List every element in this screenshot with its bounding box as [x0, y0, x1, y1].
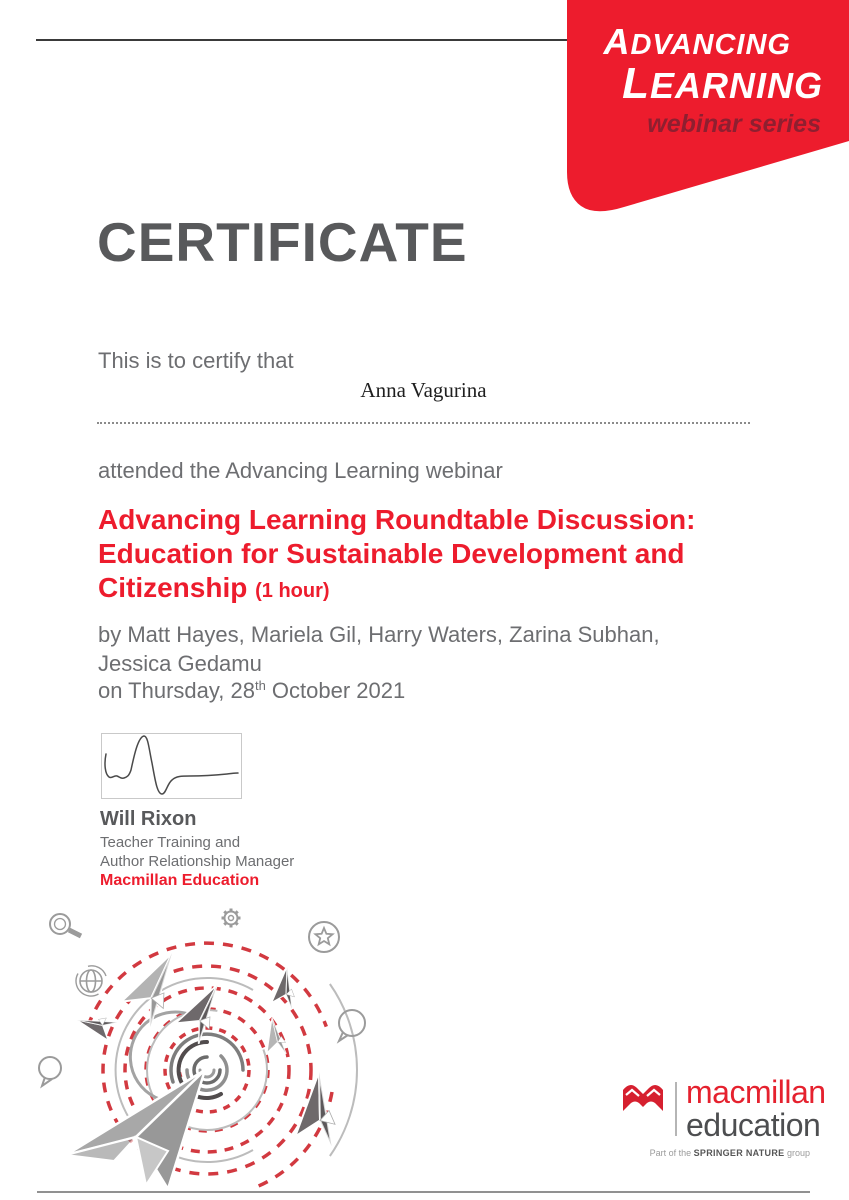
webinar-title-line3 [98, 571, 778, 608]
bottom-rule [37, 1191, 810, 1193]
presenters-line2: Jessica Gedamu [98, 651, 262, 676]
macmillan-m-icon [620, 1080, 666, 1114]
paper-plane-spiral-graphic [18, 893, 388, 1193]
logo-word-education: education [686, 1107, 821, 1143]
dashed-red-circles [88, 943, 332, 1189]
recipient-name: Anna Vagurina [360, 378, 487, 402]
badge-line3: webinar series [647, 110, 821, 138]
webinar-duration: (1 hour) [255, 580, 330, 602]
webinar-title-line2: Education for Sustainable Development and [98, 538, 685, 569]
top-rule [36, 39, 567, 41]
badge-text [567, 0, 849, 137]
logo-tagline [634, 1148, 810, 1158]
speech-bubble-icon [339, 1010, 365, 1041]
date-suffix: October 2021 [265, 678, 406, 703]
signatory-role-line1: Teacher Training and [100, 834, 241, 851]
signature-stroke [102, 734, 241, 798]
page-title: CERTIFICATE [97, 211, 468, 273]
webinar-title-line3-text: Citizenship [98, 572, 248, 603]
attended-text: attended the Advancing Learning webinar [98, 458, 503, 483]
presenters-line1: by Matt Hayes, Mariela Gil, Harry Waters, Zarina Subhan, [98, 622, 660, 647]
tagline-springer-nature: SPRINGER NATURE [693, 1148, 785, 1158]
tagline-suffix: group [784, 1148, 810, 1158]
logo-separator [675, 1082, 677, 1136]
badge-line1: ADVANCING [603, 21, 791, 62]
tagline-prefix: Part of the [649, 1148, 694, 1158]
macmillan-education-logo [618, 1074, 826, 1166]
globe-icon [76, 966, 106, 996]
presenters [98, 620, 718, 678]
star-badge-icon [309, 922, 339, 952]
signature-box [101, 733, 242, 799]
signatory-name: Will Rixon [100, 808, 197, 830]
speech-bubble-icon [39, 1057, 61, 1086]
webinar-date [98, 678, 405, 704]
badge-line2: LEARNING [622, 59, 823, 108]
logo-word-macmillan: macmillan [686, 1074, 826, 1110]
date-prefix: on Thursday, 28 [98, 678, 255, 703]
signatory-organization: Macmillan Education [100, 872, 260, 889]
certify-text: This is to certify that [98, 348, 294, 373]
signatory-role-line2: Author Relationship Manager [100, 853, 295, 870]
advancing-learning-badge [567, 0, 849, 216]
magnifier-icon [50, 914, 81, 936]
paper-plane-icon [77, 1001, 122, 1046]
gear-icon [222, 909, 241, 928]
webinar-title [98, 503, 778, 608]
name-dotted-line [97, 408, 750, 424]
logo-wordmark [686, 1076, 826, 1141]
date-ordinal: th [254, 678, 266, 693]
paper-plane-icon [260, 1018, 296, 1059]
paper-plane-icon-large [66, 1070, 205, 1189]
webinar-title-line1: Advancing Learning Roundtable Discussion: [98, 504, 696, 535]
